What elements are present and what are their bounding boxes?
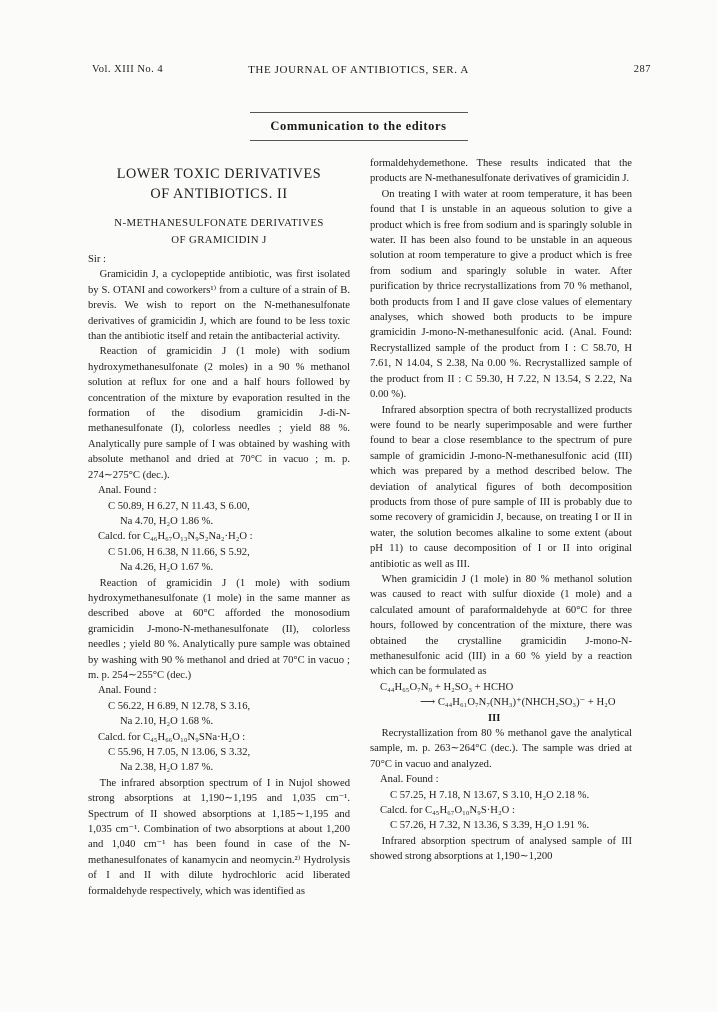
article-title-line-2: OF ANTIBIOTICS. II	[150, 186, 288, 202]
analysis-line: C 56.22, H 6.89, N 12.78, S 3.16,	[108, 700, 251, 712]
left-column	[88, 156, 350, 899]
paragraph: Sir :	[88, 254, 106, 265]
analysis-line: C 57.26, H 7.32, N 13.36, S 3.39, H₂O 1.91 %.	[390, 820, 590, 832]
paragraph: Reaction of gramicidin J (1 mole) with sodium hydroxymethanesulfonate (2 moles) in a 90 % methanol solution at reflux for one and a half hours followed by concentration of the mixture by evaporation resulted in the formation of the disodium gramicidin J-di-N-methanesulfonate (I), colorless needles ; yield 88 %. Analytically pure sample of I was obtained by washing with absolute methanol and dried at 70°C in vacuo ; m. p. 274∼275°C (dec.).	[88, 346, 350, 481]
paragraph: formaldehydemethone. These results indicated that the products are N-methanesulfonate derivatives of gramicidin J.	[370, 158, 632, 185]
article-subtitle-line-2: OF GRAMICIDIN J	[171, 234, 267, 246]
paragraph: The infrared absorption spectrum of I in Nujol showed strong absorptions at 1,190∼1,195 and 1,035 cm⁻¹. Spectrum of II showed absorptions at 1,185∼1,195 and 1,035 cm⁻¹. Combination of two absorptions at about 1,200 and 1,040 cm⁻¹ has been found in case of the N-methanesulfonates of kanamycin and neomycin.²⁾ Hydrolysis of I and II with dilute hydrochloric acid liberated formaldehyde respectively, which was identified as	[88, 777, 350, 897]
paragraph: Reaction of gramicidin J (1 mole) with sodium hydroxymethanesulfonate (1 mole) in the same manner as described above at 60°C afforded the monosodium gramicidin J-mono-N-methanesulfonate (II), colorless needles ; yield 80 %. Analytically pure sample was obtained by washing with 90 % methanol and dried at 70°C in vacuo ; m. p. 254∼255°C (dec.)	[88, 577, 350, 681]
running-header-volume: Vol. XIII No. 4	[92, 64, 164, 75]
running-header-journal: THE JOURNAL OF ANTIBIOTICS, SER. A	[248, 64, 469, 76]
right-column	[370, 156, 632, 865]
paragraph: Recrystallization from 80 % methanol gave the analytical sample, m. p. 263∼264°C (dec.). The sample was dried at 70°C in vacuo and analyzed.	[370, 728, 632, 770]
analysis-line: C 50.89, H 6.27, N 11.43, S 6.00,	[108, 500, 250, 512]
article-title	[88, 164, 350, 204]
equation-line: ⟶ C₄₄H₆₁O₇N₇(NH₃)⁺(NHCH₂SO₃)⁻ + H₂O	[420, 697, 616, 709]
paragraph: Infrared absorption spectrum of analysed sample of III showed strong absorptions at 1,190∼1,200	[370, 835, 632, 863]
analysis-line: Calcd. for C₄₅H₆₇O₁₀N₉S·H₂O :	[380, 805, 515, 817]
left-column-body	[88, 252, 350, 899]
analysis-line: Na 2.38, H₂O 1.87 %.	[120, 762, 214, 774]
analysis-line: C 57.25, H 7.18, N 13.67, S 3.10, H₂O 2.18 %.	[390, 789, 590, 801]
right-column-body	[370, 156, 632, 865]
analysis-line: Na 4.26, H₂O 1.67 %.	[120, 562, 214, 574]
article-subtitle	[88, 215, 350, 249]
paragraph: Infrared absorption spectra of both recrystallized products were found to be nearly superimposable and were further found to bear a close resemblance to the spectrum of pure sample of gramicidin J-mono-N-methanesulfonic acid (III) which was prepared by a method described below. The deviation of analytical figures of both decomposition products from those of pure sample of III is probably due to some recovery of gramicidin J, because, on treating I or II in water, the solution becomes alkaline to some extent (about pH 11) to cause decomposition of I or II into original antibiotic as well as III.	[370, 404, 632, 570]
equation-line: III	[488, 712, 501, 724]
analysis-line: Calcd. for C₄₆H₆₇O₁₃N₉S₂Na₂·H₂O :	[98, 531, 253, 543]
section-rule-bottom	[250, 140, 468, 141]
analysis-line: C 55.96, H 7.05, N 13.06, S 3.32,	[108, 747, 251, 758]
analysis-line: Calcd. for C₄₅H₆₆O₁₀N₉SNa·H₂O :	[98, 731, 246, 743]
page-number: 287	[633, 64, 651, 75]
paragraph: On treating I with water at room temperature, it has been found that I is unstable in an aqueous solution to give a product which is free from sodium and is sparingly soluble in water. II has been also found to be unstable in an aqueous solution at room temperature to give a product which is free from sodium and sparingly soluble in water. After purification by thrice recrystallizations from 70 % methanol, both products from I and II gave close values of elementary analyses, which showed both products to be impure gramicidin J-mono-N-methanesulfonic acid. (Anal. Found: Recrystallized sample of the product from I : C 58.70, H 7.61, N 14.04, S 2.38, Na 0.00 %. Recrystallized sample of the product from II : C 59.30, H 7.22, N 13.54, S 2.22, Na 0.00 %).	[370, 188, 632, 401]
section-rule-top	[250, 112, 468, 113]
section-heading: Communication to the editors	[270, 119, 447, 133]
paragraph: Gramicidin J, a cyclopeptide antibiotic, was first isolated by S. OTANI and coworkers¹⁾ from a culture of a strain of B. brevis. We wish to report on the N-methanesulfonate derivatives of gramicidin J, which are found to be less toxic than the antibiotic itself and retain the antibacterial activity.	[88, 269, 350, 343]
analysis-line: Anal. Found :	[98, 485, 157, 497]
article-title-line-1: LOWER TOXIC DERIVATIVES	[116, 166, 322, 182]
equation-line: C₄₄H₆₅O₇N₉ + H₂SO₃ + HCHO	[380, 681, 514, 693]
article-subtitle-line-1: N-METHANESULFONATE DERIVATIVES	[114, 217, 324, 229]
analysis-line: Anal. Found :	[98, 685, 157, 697]
analysis-line: C 51.06, H 6.38, N 11.66, S 5.92,	[108, 546, 250, 558]
analysis-line: Na 2.10, H₂O 1.68 %.	[120, 716, 214, 728]
paragraph: When gramicidin J (1 mole) in 80 % methanol solution was caused to react with sulfur dioxide (1 mole) and a calculated amount of paraformaldehyde at 60°C for three hours, followed by concentration of the mixture, there was obtained the crystalline gramicidin J-mono-N-methanesulfonic acid (III) in a 60 % yield by a reaction which can be formulated as	[370, 573, 632, 678]
analysis-line: Na 4.70, H₂O 1.86 %.	[120, 515, 214, 527]
analysis-line: Anal. Found :	[380, 774, 439, 786]
